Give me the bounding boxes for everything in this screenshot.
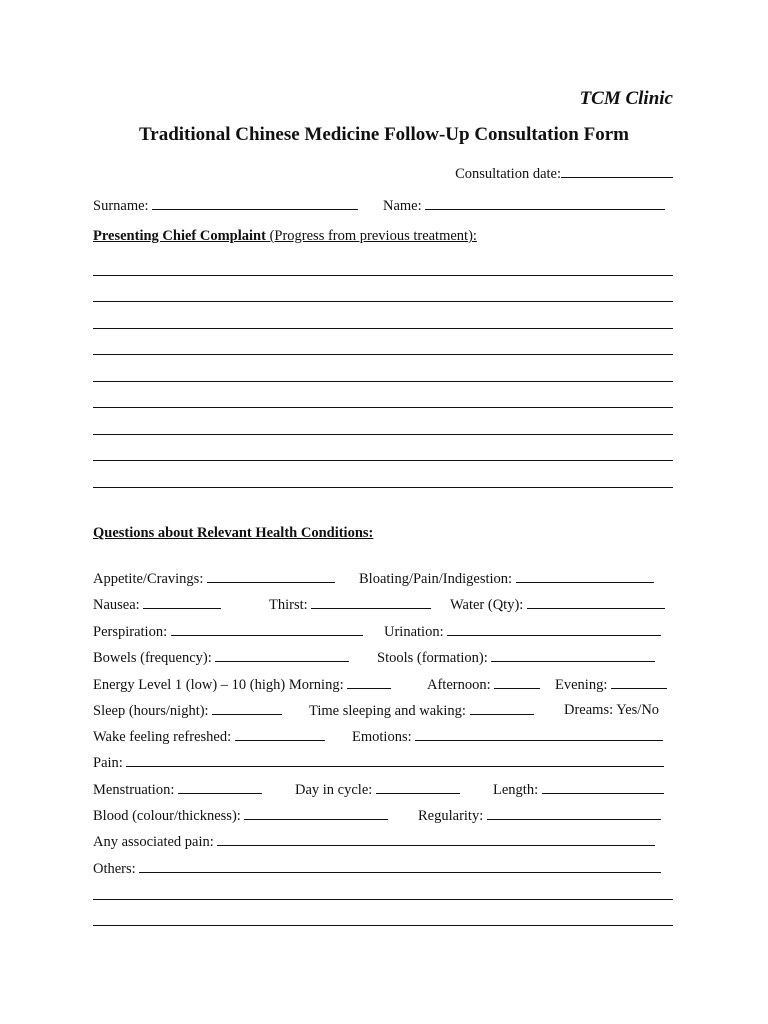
clinic-name: TCM Clinic <box>579 88 673 109</box>
consultation-date-row <box>93 163 673 183</box>
regularity-field[interactable] <box>487 805 661 820</box>
perspiration-field[interactable] <box>171 621 363 636</box>
stools-label: Stools (formation): <box>377 650 488 666</box>
complaint-line[interactable] <box>93 354 673 355</box>
bloating-field[interactable] <box>516 568 654 583</box>
nausea-field[interactable] <box>143 594 221 609</box>
emotions-label: Emotions: <box>352 729 412 745</box>
perspiration-row <box>93 621 673 641</box>
urination-label: Urination: <box>384 624 444 640</box>
appetite-field[interactable] <box>207 568 335 583</box>
complaint-line[interactable] <box>93 301 673 302</box>
wake-label: Wake feeling refreshed: <box>93 729 232 745</box>
regularity-label: Regularity: <box>418 808 484 824</box>
time-sleeping-label: Time sleeping and waking: <box>309 703 466 719</box>
nausea-label: Nausea: <box>93 597 140 613</box>
perspiration-label: Perspiration: <box>93 624 168 640</box>
complaint-heading-rest: (Progress from previous treatment): <box>265 228 477 244</box>
sleep-row <box>93 700 673 720</box>
appetite-row <box>93 568 673 588</box>
name-field[interactable] <box>425 195 665 210</box>
afternoon-field[interactable] <box>494 674 540 689</box>
nausea-row <box>93 594 673 614</box>
others-field[interactable] <box>139 858 661 873</box>
consultation-date-label: Consultation date: <box>455 166 561 182</box>
blood-field[interactable] <box>244 805 388 820</box>
complaint-line[interactable] <box>93 381 673 382</box>
length-label: Length: <box>493 782 539 798</box>
wake-field[interactable] <box>235 726 325 741</box>
thirst-field[interactable] <box>311 594 431 609</box>
time-sleeping-field[interactable] <box>470 700 534 715</box>
dreams-label: Dreams: Yes/No <box>564 702 660 718</box>
others-label: Others: <box>93 861 136 877</box>
complaint-heading-bold: Presenting Chief Complaint <box>93 228 266 244</box>
energy-label: Energy Level 1 (low) – 10 (high) Morning: <box>93 677 344 693</box>
form-title: Traditional Chinese Medicine Follow-Up Consultation Form <box>139 124 629 145</box>
complaint-line[interactable] <box>93 275 673 276</box>
blood-row <box>93 805 673 825</box>
others-row <box>93 858 673 878</box>
surname-label: Surname: <box>93 198 149 214</box>
bowels-row <box>93 647 673 667</box>
others-line[interactable] <box>93 899 673 900</box>
assoc-pain-field[interactable] <box>217 831 655 846</box>
water-label: Water (Qty): <box>450 597 524 613</box>
day-in-cycle-label: Day in cycle: <box>295 782 373 798</box>
menstruation-row <box>93 779 673 799</box>
bowels-field[interactable] <box>215 647 349 662</box>
questions-heading: Questions about Relevant Health Conditions: <box>93 525 374 541</box>
energy-morning-field[interactable] <box>347 674 391 689</box>
surname-field[interactable] <box>152 195 358 210</box>
name-label: Name: <box>383 198 422 214</box>
menstruation-label: Menstruation: <box>93 782 175 798</box>
urination-field[interactable] <box>447 621 661 636</box>
complaint-line[interactable] <box>93 407 673 408</box>
consultation-date-field[interactable] <box>561 163 673 178</box>
pain-field[interactable] <box>126 752 664 767</box>
complaint-line[interactable] <box>93 328 673 329</box>
others-line[interactable] <box>93 925 673 926</box>
emotions-field[interactable] <box>415 726 663 741</box>
sleep-label: Sleep (hours/night): <box>93 703 209 719</box>
complaint-line[interactable] <box>93 434 673 435</box>
evening-field[interactable] <box>611 674 667 689</box>
bowels-label: Bowels (frequency): <box>93 650 212 666</box>
afternoon-label: Afternoon: <box>427 677 491 693</box>
assoc-pain-row <box>93 831 673 851</box>
water-field[interactable] <box>527 594 665 609</box>
menstruation-field[interactable] <box>178 779 262 794</box>
day-in-cycle-field[interactable] <box>376 779 460 794</box>
pain-row <box>93 752 673 772</box>
pain-label: Pain: <box>93 755 123 771</box>
complaint-line[interactable] <box>93 487 673 488</box>
thirst-label: Thirst: <box>269 597 308 613</box>
stools-field[interactable] <box>491 647 655 662</box>
wake-row <box>93 726 673 746</box>
bloating-label: Bloating/Pain/Indigestion: <box>359 571 513 587</box>
sleep-field[interactable] <box>212 700 282 715</box>
evening-label: Evening: <box>555 677 608 693</box>
complaint-line[interactable] <box>93 460 673 461</box>
complaint-heading <box>93 228 477 245</box>
blood-label: Blood (colour/thickness): <box>93 808 241 824</box>
energy-row <box>93 674 673 694</box>
length-field[interactable] <box>542 779 664 794</box>
name-row <box>93 195 673 215</box>
assoc-pain-label: Any associated pain: <box>93 834 214 850</box>
appetite-label: Appetite/Cravings: <box>93 571 204 587</box>
